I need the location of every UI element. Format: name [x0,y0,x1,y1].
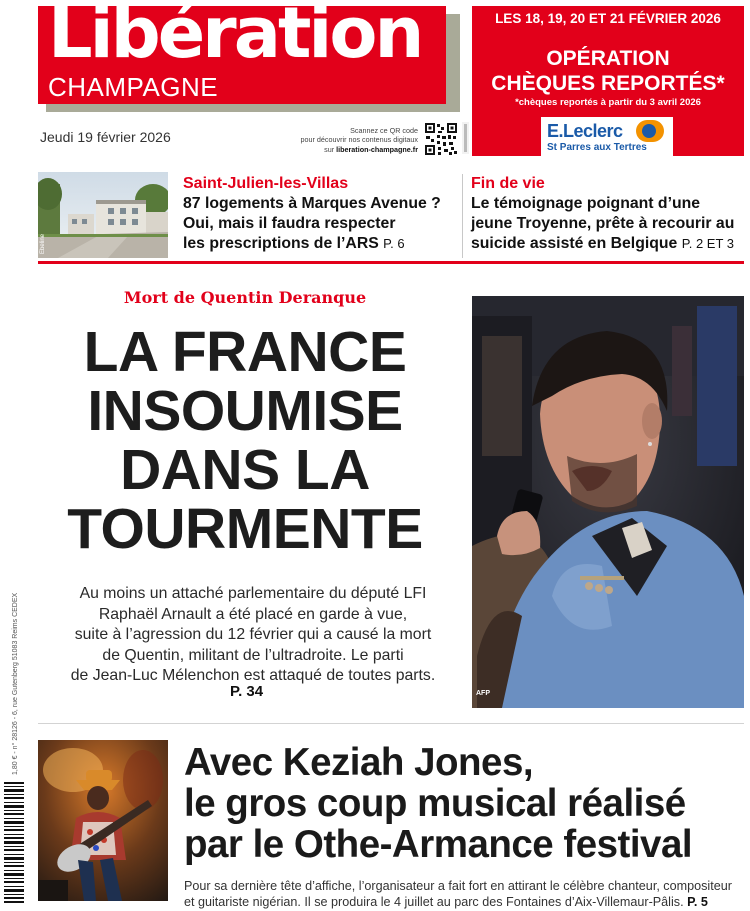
main-story-lede[interactable] [38,584,468,687]
promo-footnote: *chèques reportés à partir du 3 avril 2026 [515,97,701,108]
store-name: E.Leclerc [547,121,623,141]
newspaper-title: Libération [48,0,422,74]
issue-date: Jeudi 19 février 2026 [40,129,171,145]
teaser-2-line-3: suicide assisté en Belgique [471,235,678,252]
bottom-headline-line-3: par le Othe-Armance festival [184,823,693,866]
teaser-1-line-3: les prescriptions de l’ARS [183,235,379,252]
main-headline-line-2: INSOUMISE [87,379,403,443]
qr-url[interactable]: liberation-champagne.fr [336,144,418,154]
teaser-2-line-1: Le témoignage poignant d’une [471,195,701,212]
teaser-2-line-2: jeune Troyenne, prête à recourir au [471,215,735,232]
politician-photo[interactable] [472,296,744,708]
barcode-icon [2,780,32,906]
main-headline-line-4: TOURMENTE [67,497,423,561]
promo-title-line-2: CHÈQUES REPORTÉS* [491,72,725,96]
lede-line-5: de Jean-Luc Mélenchon est attaqué de toutes parts. [70,667,436,684]
advertisement-promo[interactable] [472,6,744,156]
teaser-1-line-2: Oui, mais il faudra respecter [183,215,396,232]
teaser-1-line-1: 87 logements à Marques Avenue ? [183,195,441,212]
main-story-page: P. 34 [230,683,264,700]
main-headline-line-3: DANS LA [120,438,370,502]
newspaper-edition: CHAMPAGNE [48,72,219,102]
promo-dates: LES 18, 19, 20 ET 21 FÉVRIER 2026 [495,11,721,26]
teaser-1-page: P. 6 [383,236,405,251]
qr-caption-line-3: sur [324,144,335,154]
teaser-1-headline[interactable] [183,194,458,254]
leclerc-logo-icon [636,120,664,142]
musician-photo[interactable] [38,740,168,901]
teaser-2-page: P. 2 ET 3 [681,236,734,251]
promo-side-mark [462,122,469,154]
teaser-divider [462,174,463,258]
qr-code-icon[interactable] [424,122,458,156]
main-story-kicker[interactable]: Mort de Quentin Deranque [123,288,367,307]
bottom-story-page: P. 5 [687,895,708,909]
promo-title [472,46,744,96]
teaser-2-kicker[interactable]: Fin de vie [471,175,545,192]
qr-caption-line-1: Scannez ce QR code [350,126,418,135]
lede-line-1: Au moins un attaché parlementaire du député LFI [79,585,427,602]
store-location: St Parres aux Tertres [547,142,647,153]
lede-line-2: Raphaël Arnault a été placé en garde à vue, [98,605,408,623]
section-rule [38,261,744,264]
qr-caption-line-2: pour découvrir nos contenus digitaux [300,135,418,145]
teaser-2-headline[interactable] [471,194,745,254]
store-logo [541,117,673,156]
newspaper-logo[interactable] [38,0,446,104]
bottom-text-line-1: Pour sa dernière tête d’affiche, l’organisateur a fait fort en attirant le célèbre chanteur, compositeur [184,879,732,893]
qr-caption [290,126,418,154]
imprint-text: 1,80 € - n° 28126 - 6, rue Gutenberg 51083 Reims CEDEX [12,592,19,775]
housing-photo[interactable] [38,172,168,258]
promo-title-line-1: OPÉRATION [546,47,670,70]
lede-line-3: suite à l’agression du 12 février qui a causé la mort [74,626,432,643]
main-headline-line-1: LA FRANCE [83,320,407,384]
main-headline[interactable] [30,320,460,561]
lede-line-4: de Quentin, militant de l’ultradroite. Le parti [102,646,404,664]
bottom-headline-line-2: le gros coup musical réalisé [184,782,686,825]
bottom-story-text[interactable] [184,878,744,910]
housing-photo-credit [38,176,48,254]
main-photo-credit: AFP [476,690,490,697]
housing-photo-credit-text: Ebeline [40,233,46,254]
bottom-headline[interactable] [184,742,744,865]
bottom-separator [38,723,744,724]
bottom-headline-line-1: Avec Keziah Jones, [184,741,534,784]
teaser-1-kicker[interactable]: Saint-Julien-les-Villas [183,175,349,192]
bottom-text-line-2: et guitariste nigérian. Il se produira le 4 juillet au parc des Fontaines d’Aix-Villemaur-Pâlis. [184,895,684,909]
